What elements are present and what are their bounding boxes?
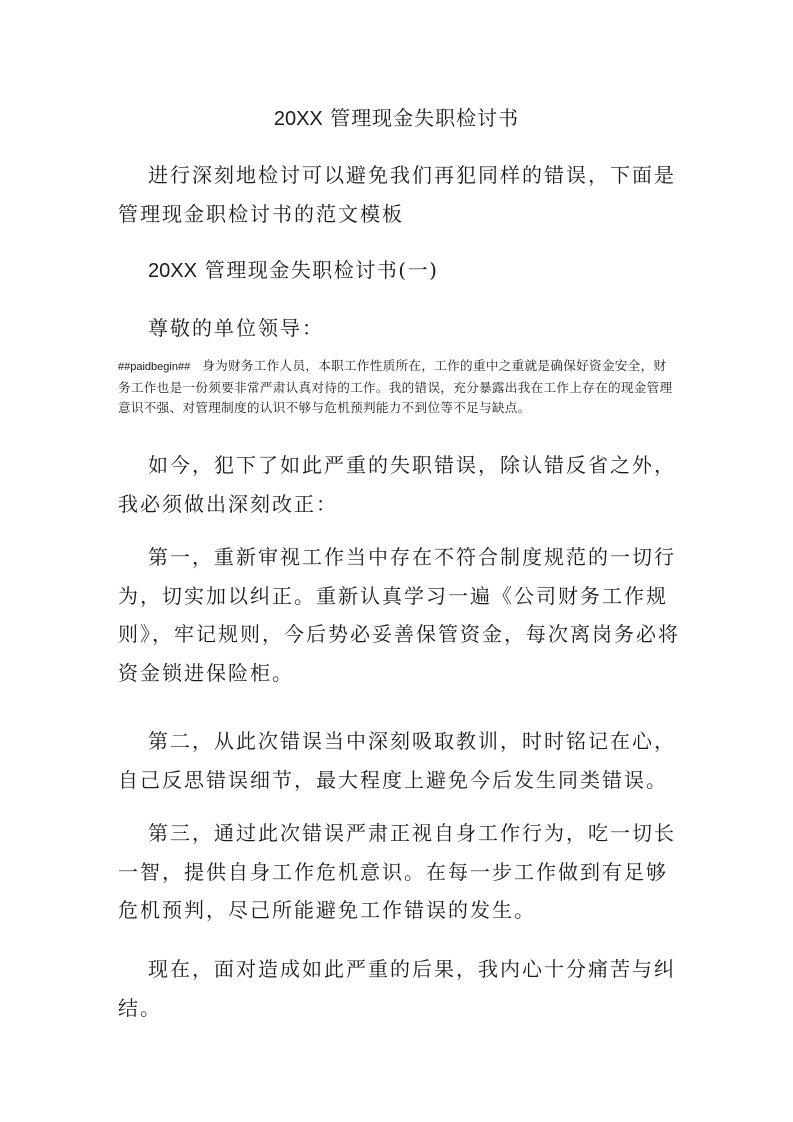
intro-paragraph: 进行深刻地检讨可以避免我们再犯同样的错误，下面是管理现金职检讨书的范文模板 — [118, 163, 676, 226]
small-paragraph — [118, 356, 674, 419]
paragraph-3: 第二，从此次错误当中深刻吸取教训，时时铭记在心，自己反思错误细节，最大程度上避免今后发生同类错误。 — [118, 729, 676, 792]
paid-marker: ##paidbegin## — [118, 361, 191, 373]
paragraph-1: 如今，犯下了如此严重的失职错误，除认错反省之外，我必须做出深刻改正： — [118, 453, 676, 516]
section-subtitle — [148, 256, 438, 285]
subtitle-text: 管理现金失职检讨书(一) — [196, 258, 439, 282]
subtitle-year: 20XX — [148, 260, 197, 282]
paragraph-5: 现在，面对造成如此严重的后果，我内心十分痛苦与纠结。 — [118, 957, 676, 1020]
title-year: 20XX — [273, 108, 323, 130]
greeting: 尊敬的单位领导： — [148, 316, 324, 340]
document-title — [0, 104, 793, 133]
paragraph-4: 第三，通过此次错误严肃正视自身工作行为，吃一切长一智，提供自身工作危机意识。在每一步工作做到有足够危机预判，尽己所能避免工作错误的发生。 — [118, 821, 676, 922]
small-paragraph-text: 身为财务工作人员，本职工作性质所在，工作的重中之重就是确保好资金安全，财务工作也是一份须要非常严肃认真对待的工作。我的错误，充分暴露出我在工作上存在的现金管理意识不强、对管理制度的认识不够与危机预判能力不到位等不足与缺点。 — [118, 358, 673, 415]
paragraph-2: 第一，重新审视工作当中存在不符合制度规范的一切行为，切实加以纠正。重新认真学习一遍《公司财务工作规则》，牢记规则，今后势必妥善保管资金，每次离岗务必将资金锁进保险柜。 — [118, 545, 680, 685]
title-text: 管理现金失职检讨书 — [322, 106, 520, 130]
